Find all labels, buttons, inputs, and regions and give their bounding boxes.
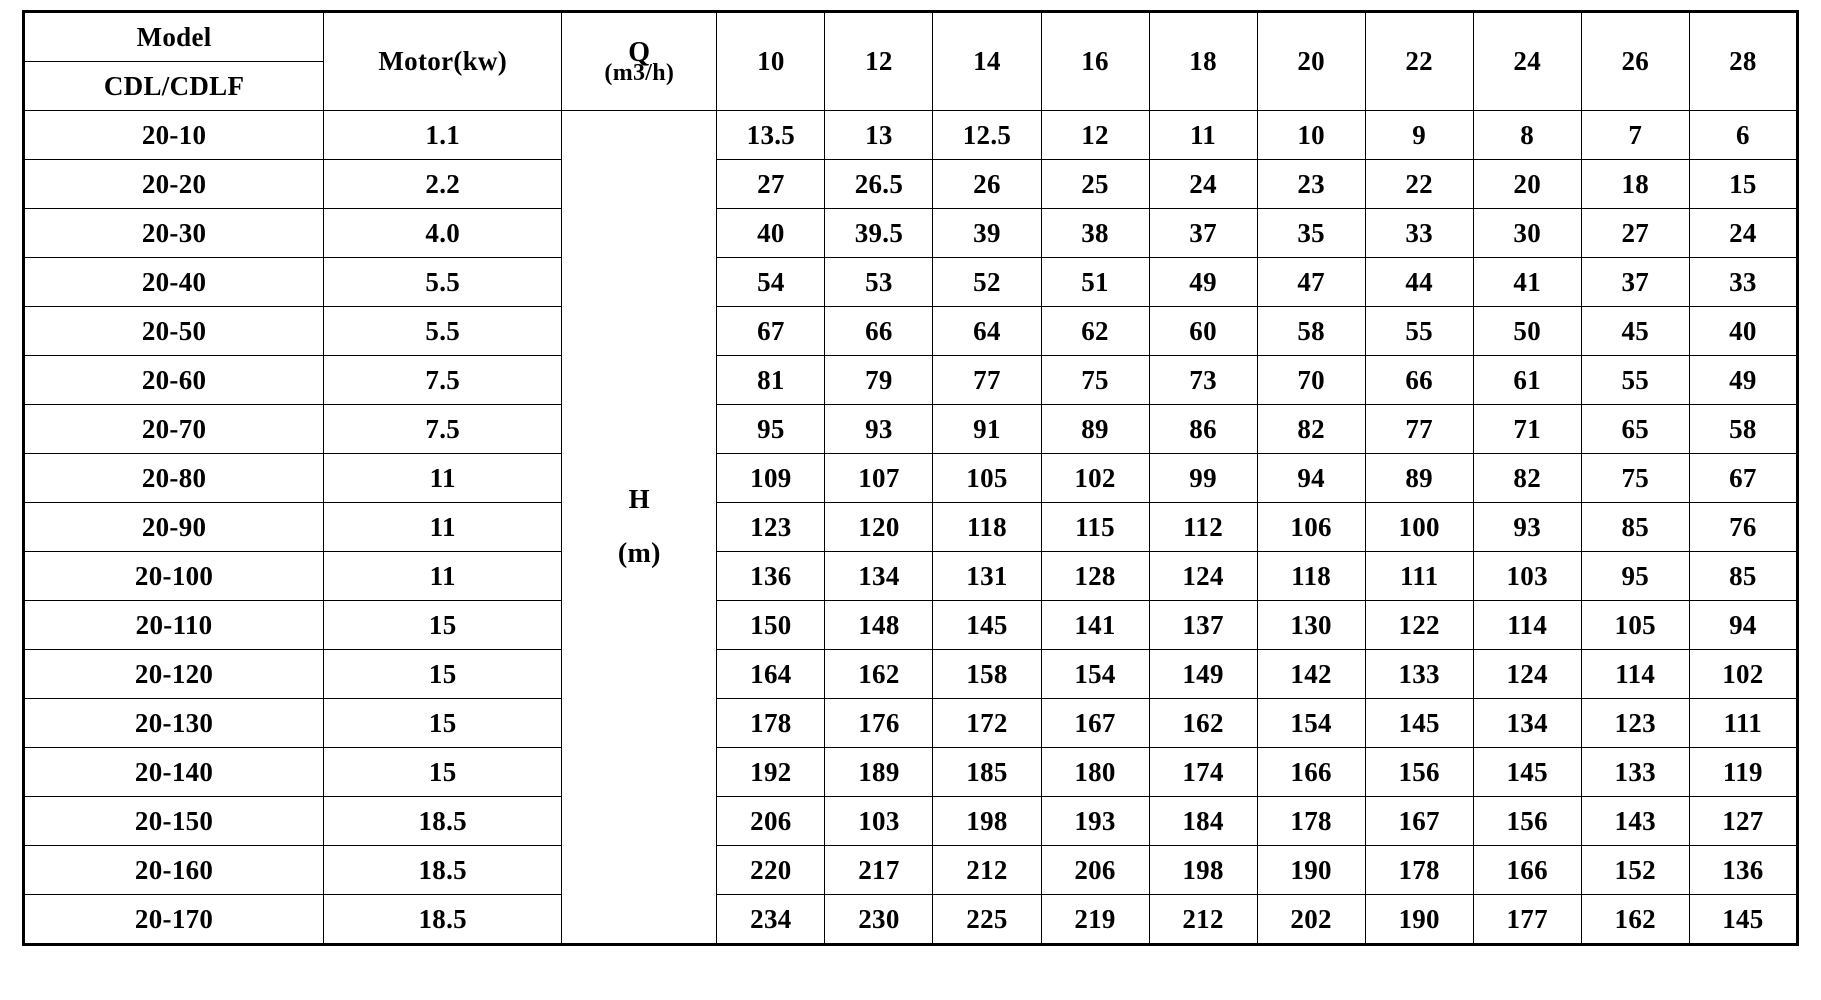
cell-head: 82 (1257, 405, 1365, 454)
flow-symbol: Q (628, 36, 651, 68)
cell-head: 64 (933, 307, 1041, 356)
cell-head: 212 (1149, 895, 1257, 945)
cell-motor: 11 (324, 503, 562, 552)
flow-column-18: 18 (1149, 12, 1257, 111)
cell-head: 131 (933, 552, 1041, 601)
cell-head: 13 (825, 111, 933, 160)
cell-head: 164 (717, 650, 825, 699)
cell-motor: 18.5 (324, 895, 562, 945)
pump-performance-table (22, 10, 1799, 946)
cell-head: 82 (1473, 454, 1581, 503)
cell-head: 118 (933, 503, 1041, 552)
cell-model: 20-160 (24, 846, 324, 895)
cell-head: 111 (1689, 699, 1797, 748)
cell-head: 25 (1041, 160, 1149, 209)
cell-model: 20-50 (24, 307, 324, 356)
cell-head: 39 (933, 209, 1041, 258)
cell-head: 61 (1473, 356, 1581, 405)
flow-column-12: 12 (825, 12, 933, 111)
head-label-cell (562, 111, 717, 945)
table-header (24, 12, 1798, 111)
cell-head: 89 (1365, 454, 1473, 503)
cell-motor: 15 (324, 699, 562, 748)
cell-motor: 7.5 (324, 405, 562, 454)
table-row (24, 895, 1798, 945)
cell-motor: 15 (324, 601, 562, 650)
cell-head: 38 (1041, 209, 1149, 258)
header-row-1 (24, 12, 1798, 62)
cell-head: 234 (717, 895, 825, 945)
cell-head: 55 (1365, 307, 1473, 356)
cell-head: 145 (1473, 748, 1581, 797)
table-row (24, 454, 1798, 503)
flow-column-16: 16 (1041, 12, 1149, 111)
flow-column-26: 26 (1581, 12, 1689, 111)
cell-head: 134 (1473, 699, 1581, 748)
cell-head: 162 (1149, 699, 1257, 748)
cell-head: 123 (717, 503, 825, 552)
cell-head: 93 (825, 405, 933, 454)
cell-model: 20-10 (24, 111, 324, 160)
cell-head: 18 (1581, 160, 1689, 209)
table-row (24, 307, 1798, 356)
cell-head: 30 (1473, 209, 1581, 258)
cell-model: 20-60 (24, 356, 324, 405)
cell-head: 23 (1257, 160, 1365, 209)
cell-head: 206 (1041, 846, 1149, 895)
column-header-model: Model (24, 12, 324, 62)
cell-head: 85 (1581, 503, 1689, 552)
cell-head: 67 (717, 307, 825, 356)
cell-motor: 15 (324, 748, 562, 797)
cell-head: 58 (1257, 307, 1365, 356)
cell-head: 33 (1365, 209, 1473, 258)
cell-head: 178 (1257, 797, 1365, 846)
cell-head: 20 (1473, 160, 1581, 209)
cell-head: 128 (1041, 552, 1149, 601)
cell-head: 100 (1365, 503, 1473, 552)
cell-head: 114 (1473, 601, 1581, 650)
cell-motor: 18.5 (324, 846, 562, 895)
cell-head: 60 (1149, 307, 1257, 356)
cell-head: 67 (1689, 454, 1797, 503)
cell-head: 40 (717, 209, 825, 258)
flow-column-14: 14 (933, 12, 1041, 111)
table-row (24, 650, 1798, 699)
cell-head: 37 (1149, 209, 1257, 258)
cell-head: 193 (1041, 797, 1149, 846)
cell-head: 26.5 (825, 160, 933, 209)
cell-head: 27 (717, 160, 825, 209)
cell-head: 35 (1257, 209, 1365, 258)
cell-head: 50 (1473, 307, 1581, 356)
table-row (24, 405, 1798, 454)
cell-model: 20-20 (24, 160, 324, 209)
cell-head: 190 (1365, 895, 1473, 945)
cell-head: 75 (1581, 454, 1689, 503)
cell-head: 189 (825, 748, 933, 797)
cell-head: 206 (717, 797, 825, 846)
cell-head: 212 (933, 846, 1041, 895)
cell-head: 152 (1581, 846, 1689, 895)
cell-head: 118 (1257, 552, 1365, 601)
cell-head: 217 (825, 846, 933, 895)
cell-head: 51 (1041, 258, 1149, 307)
cell-head: 109 (717, 454, 825, 503)
cell-head: 166 (1257, 748, 1365, 797)
cell-head: 24 (1149, 160, 1257, 209)
cell-head: 192 (717, 748, 825, 797)
cell-motor: 2.2 (324, 160, 562, 209)
cell-head: 12.5 (933, 111, 1041, 160)
cell-head: 202 (1257, 895, 1365, 945)
table-row (24, 258, 1798, 307)
table-row (24, 503, 1798, 552)
cell-head: 122 (1365, 601, 1473, 650)
cell-head: 142 (1257, 650, 1365, 699)
cell-model: 20-40 (24, 258, 324, 307)
cell-head: 136 (1689, 846, 1797, 895)
cell-head: 103 (825, 797, 933, 846)
cell-motor: 5.5 (324, 258, 562, 307)
cell-motor: 4.0 (324, 209, 562, 258)
cell-head: 15 (1689, 160, 1797, 209)
cell-head: 133 (1581, 748, 1689, 797)
cell-head: 22 (1365, 160, 1473, 209)
cell-head: 40 (1689, 307, 1797, 356)
cell-head: 148 (825, 601, 933, 650)
cell-head: 9 (1365, 111, 1473, 160)
cell-head: 58 (1689, 405, 1797, 454)
cell-head: 178 (717, 699, 825, 748)
cell-head: 41 (1473, 258, 1581, 307)
cell-head: 156 (1473, 797, 1581, 846)
head-symbol: H (628, 484, 650, 514)
cell-head: 54 (717, 258, 825, 307)
cell-head: 13.5 (717, 111, 825, 160)
cell-motor: 15 (324, 650, 562, 699)
cell-head: 106 (1257, 503, 1365, 552)
cell-head: 123 (1581, 699, 1689, 748)
cell-head: 66 (825, 307, 933, 356)
cell-head: 120 (825, 503, 933, 552)
cell-head: 158 (933, 650, 1041, 699)
cell-head: 103 (1473, 552, 1581, 601)
cell-model: 20-70 (24, 405, 324, 454)
cell-head: 49 (1149, 258, 1257, 307)
cell-head: 105 (933, 454, 1041, 503)
cell-head: 12 (1041, 111, 1149, 160)
cell-head: 136 (717, 552, 825, 601)
cell-head: 124 (1473, 650, 1581, 699)
cell-head: 198 (1149, 846, 1257, 895)
cell-head: 141 (1041, 601, 1149, 650)
cell-head: 76 (1689, 503, 1797, 552)
cell-head: 177 (1473, 895, 1581, 945)
cell-head: 52 (933, 258, 1041, 307)
flow-column-22: 22 (1365, 12, 1473, 111)
cell-head: 219 (1041, 895, 1149, 945)
cell-head: 190 (1257, 846, 1365, 895)
flow-unit: (m3/h) (604, 59, 675, 86)
cell-head: 185 (933, 748, 1041, 797)
cell-head: 167 (1365, 797, 1473, 846)
cell-head: 47 (1257, 258, 1365, 307)
cell-head: 184 (1149, 797, 1257, 846)
cell-head: 75 (1041, 356, 1149, 405)
cell-motor: 5.5 (324, 307, 562, 356)
cell-head: 55 (1581, 356, 1689, 405)
cell-motor: 1.1 (324, 111, 562, 160)
cell-head: 225 (933, 895, 1041, 945)
cell-head: 11 (1149, 111, 1257, 160)
cell-head: 112 (1149, 503, 1257, 552)
cell-head: 130 (1257, 601, 1365, 650)
table-body (24, 111, 1798, 945)
cell-head: 33 (1689, 258, 1797, 307)
cell-head: 107 (825, 454, 933, 503)
cell-head: 7 (1581, 111, 1689, 160)
cell-motor: 11 (324, 454, 562, 503)
cell-head: 149 (1149, 650, 1257, 699)
cell-head: 150 (717, 601, 825, 650)
flow-column-24: 24 (1473, 12, 1581, 111)
cell-head: 119 (1689, 748, 1797, 797)
cell-head: 145 (1689, 895, 1797, 945)
cell-head: 114 (1581, 650, 1689, 699)
cell-head: 174 (1149, 748, 1257, 797)
table-row (24, 748, 1798, 797)
cell-model: 20-150 (24, 797, 324, 846)
cell-head: 162 (1581, 895, 1689, 945)
cell-head: 45 (1581, 307, 1689, 356)
cell-head: 105 (1581, 601, 1689, 650)
cell-head: 99 (1149, 454, 1257, 503)
cell-model: 20-90 (24, 503, 324, 552)
cell-head: 73 (1149, 356, 1257, 405)
table-row (24, 356, 1798, 405)
cell-head: 145 (933, 601, 1041, 650)
cell-head: 85 (1689, 552, 1797, 601)
cell-model: 20-130 (24, 699, 324, 748)
table-row (24, 209, 1798, 258)
cell-head: 71 (1473, 405, 1581, 454)
cell-head: 79 (825, 356, 933, 405)
cell-head: 94 (1689, 601, 1797, 650)
cell-head: 95 (1581, 552, 1689, 601)
cell-head: 24 (1689, 209, 1797, 258)
cell-head: 166 (1473, 846, 1581, 895)
cell-head: 137 (1149, 601, 1257, 650)
cell-model: 20-80 (24, 454, 324, 503)
cell-head: 134 (825, 552, 933, 601)
cell-model: 20-170 (24, 895, 324, 945)
cell-head: 70 (1257, 356, 1365, 405)
cell-head: 44 (1365, 258, 1473, 307)
cell-head: 176 (825, 699, 933, 748)
cell-head: 26 (933, 160, 1041, 209)
cell-head: 65 (1581, 405, 1689, 454)
table-row (24, 797, 1798, 846)
table-row (24, 601, 1798, 650)
cell-head: 127 (1689, 797, 1797, 846)
cell-model: 20-30 (24, 209, 324, 258)
cell-model: 20-140 (24, 748, 324, 797)
cell-head: 10 (1257, 111, 1365, 160)
cell-head: 178 (1365, 846, 1473, 895)
cell-head: 39.5 (825, 209, 933, 258)
cell-head: 6 (1689, 111, 1797, 160)
table-row (24, 111, 1798, 160)
cell-model: 20-100 (24, 552, 324, 601)
cell-head: 115 (1041, 503, 1149, 552)
cell-head: 91 (933, 405, 1041, 454)
cell-head: 89 (1041, 405, 1149, 454)
cell-head: 156 (1365, 748, 1473, 797)
cell-head: 154 (1041, 650, 1149, 699)
column-header-flow (562, 12, 717, 111)
flow-column-28: 28 (1689, 12, 1797, 111)
table-row (24, 552, 1798, 601)
cell-head: 198 (933, 797, 1041, 846)
cell-head: 180 (1041, 748, 1149, 797)
cell-head: 145 (1365, 699, 1473, 748)
cell-head: 94 (1257, 454, 1365, 503)
head-unit: (m) (617, 538, 661, 569)
cell-head: 37 (1581, 258, 1689, 307)
cell-head: 49 (1689, 356, 1797, 405)
cell-head: 167 (1041, 699, 1149, 748)
cell-motor: 11 (324, 552, 562, 601)
cell-head: 93 (1473, 503, 1581, 552)
flow-column-10: 10 (717, 12, 825, 111)
cell-head: 66 (1365, 356, 1473, 405)
cell-head: 77 (933, 356, 1041, 405)
cell-head: 111 (1365, 552, 1473, 601)
cell-head: 124 (1149, 552, 1257, 601)
cell-model: 20-120 (24, 650, 324, 699)
cell-head: 172 (933, 699, 1041, 748)
cell-head: 162 (825, 650, 933, 699)
cell-head: 133 (1365, 650, 1473, 699)
cell-motor: 7.5 (324, 356, 562, 405)
cell-head: 77 (1365, 405, 1473, 454)
table-row (24, 846, 1798, 895)
cell-head: 102 (1041, 454, 1149, 503)
cell-head: 220 (717, 846, 825, 895)
cell-head: 62 (1041, 307, 1149, 356)
cell-head: 230 (825, 895, 933, 945)
cell-head: 86 (1149, 405, 1257, 454)
cell-head: 102 (1689, 650, 1797, 699)
cell-head: 27 (1581, 209, 1689, 258)
table-row (24, 699, 1798, 748)
flow-column-20: 20 (1257, 12, 1365, 111)
cell-head: 143 (1581, 797, 1689, 846)
column-header-motor: Motor(kw) (324, 12, 562, 111)
cell-head: 154 (1257, 699, 1365, 748)
cell-motor: 18.5 (324, 797, 562, 846)
cell-model: 20-110 (24, 601, 324, 650)
table-row (24, 160, 1798, 209)
column-header-model-series: CDL/CDLF (24, 62, 324, 111)
cell-head: 95 (717, 405, 825, 454)
cell-head: 8 (1473, 111, 1581, 160)
cell-head: 53 (825, 258, 933, 307)
cell-head: 81 (717, 356, 825, 405)
